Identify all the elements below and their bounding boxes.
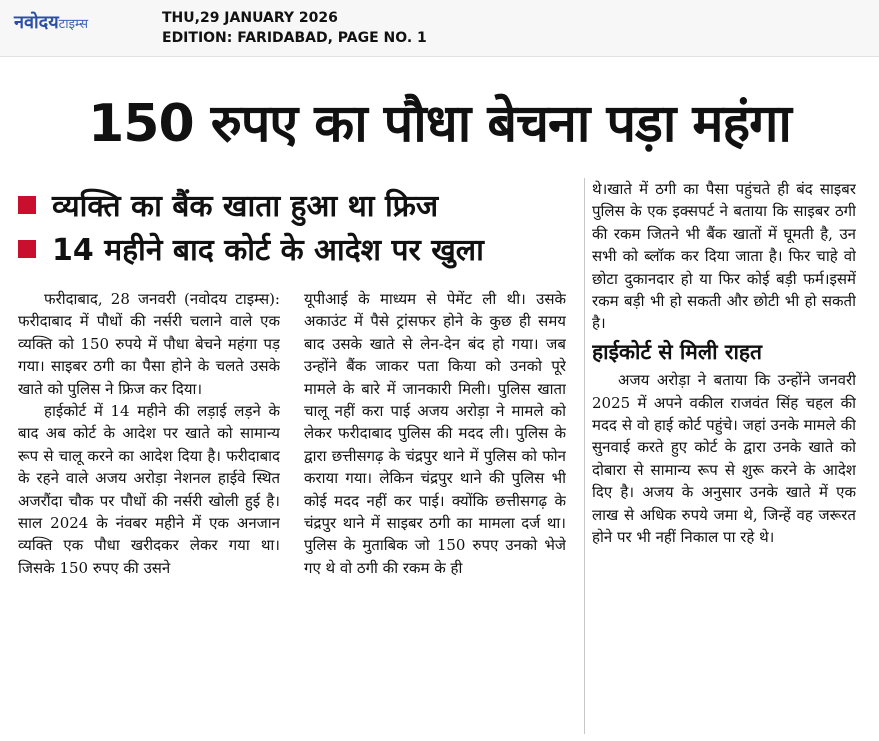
- article-column-3: [592, 178, 856, 738]
- column-divider: [584, 178, 585, 734]
- column-3-paragraph-2: अजय अरोड़ा ने बताया कि उन्होंने जनवरी 2025 में अपने वकील राजवंत सिंह चहल की मदद से वो हाई कोर्ट पहुंचे। जहां उनके मामले की सुनवाई करते हुए कोर्ट के द्वारा उनके खाते को दोबारा से सामान्य रूप से शुरू करने के आदेश दिए है। अजय के अनुसार उनके खाते में एक लाख से अधिक रुपये जमा थे, जिन्हें वह जरूरत होने पर भी नहीं निकाल पा रहे थे।: [592, 371, 856, 547]
- article-headline: 150 रुपए का पौधा बेचना पड़ा महंगा: [88, 94, 791, 154]
- edition-info: [162, 8, 427, 48]
- red-square-bullet-icon: [18, 196, 36, 214]
- subheading-2: [18, 228, 484, 269]
- column-2-paragraph-1: यूपीआई के माध्यम से पेमेंट ली थी। उसके अकाउंट में पैसे ट्रांसफर होने के कुछ ही समय बाद उसके खाते से लेन-देन बंद हो गया। जब उन्होंने बैंक जाकर पता किया को उनको पूरे मामले के बारे में जानकारी मिली। पुलिस खाता चालू नहीं करा पाई अजय अरोड़ा ने मामले को लेकर फरीदाबाद पुलिस की मदद ली। पुलिस के द्वारा छत्तीसगढ़ के चंद्रपुर थाने में पुलिस को फोन कराया गया। लेकिन चंद्रपुर थाने की पुलिस भी कोई मदद नहीं कर पाई। क्योंकि छत्तीसगढ़ के चंद्रपुर थाने में साइबर ठगी का मामला दर्ज था। पुलिस के मुताबिक जो 150 रुपए उनको भेजे गए थे वो ठगी की रकम के ही: [304, 290, 566, 577]
- logo-main-text: नवोदय: [14, 12, 59, 33]
- article-column-2: [304, 288, 566, 728]
- masthead-bar: [0, 0, 879, 57]
- column-1-paragraph-1: फरीदाबाद, 28 जनवरी (नवोदय टाइम्स): फरीदाबाद में पौधों की नर्सरी चलाने वाले एक व्यक्ति को 150 रुपये में पौधा बेचने महंगा पड़ गया। साइबर ठगी का पैसा होने के चलते उसके खाते को पुलिस ने फ्रिज कर दिया।: [18, 290, 280, 398]
- subheading-1-text: व्यक्ति का बैंक खाता हुआ था फ्रिज: [52, 189, 439, 224]
- publication-date: THU,29 JANUARY 2026: [162, 10, 338, 26]
- logo-sub-text: टाइम्स: [58, 17, 88, 32]
- red-square-bullet-icon: [18, 240, 36, 258]
- column-1-paragraph-2: हाईकोर्ट में 14 महीने की लड़ाई लड़ने के बाद अब कोर्ट के आदेश पर खाते को सामान्य रूप से चालू करने का आदेश दिया है। फरीदाबाद के रहने वाले अजय अरोड़ा नेशनल हाईवे स्थित अजरौंदा चौक पर पौधों की नर्सरी खोली हुई है। साल 2024 के नंवबर महीने में एक अनजान व्यक्ति एक पौधा खरीदकर लेकर गया था। जिसके 150 रुपए की उसने: [18, 402, 280, 577]
- column-3-paragraph-1: थे।खाते में ठगी का पैसा पहुंचते ही बंद साइबर पुलिस के एक इक्सपर्ट ने बताया कि साइबर ठगी की रकम जितने भी बैंक खातों में घूमती है, उन सभी को ब्लॉक कर दिया जाता है। फिर चाहे वो छोटा दुकानदार हो या फिर कोई बड़ी फर्म।इसमें रकम बड़ी भी हो सकती और छोटी भी हो सकती है।: [592, 180, 856, 333]
- newspaper-logo[interactable]: [14, 10, 88, 36]
- section-heading: हाईकोर्ट से मिली राहत: [592, 339, 763, 364]
- subheading-1: [18, 184, 438, 225]
- article-column-1: [18, 288, 280, 728]
- edition-page: EDITION: FARIDABAD, PAGE NO. 1: [162, 30, 427, 46]
- subheading-2-text: 14 महीने बाद कोर्ट के आदेश पर खुला: [52, 233, 484, 268]
